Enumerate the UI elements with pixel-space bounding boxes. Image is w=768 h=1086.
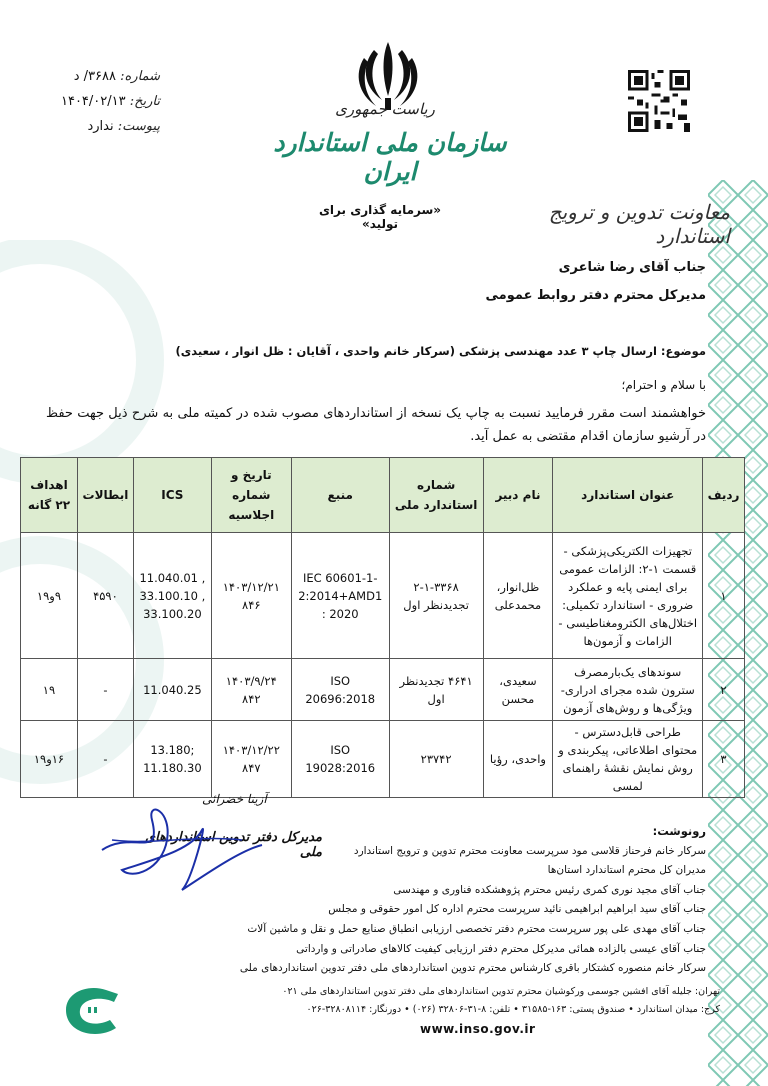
standards-table — [20, 457, 745, 798]
cell-cancellations: ۴۵۹۰ — [77, 533, 133, 659]
cc-line: سرکار خانم فرحناز قلاسی مود سرپرست معاونت محترم تدوین و ترویج استاندارد — [353, 844, 706, 857]
date-label: تاریخ: — [129, 94, 160, 109]
letter-date — [40, 89, 160, 114]
header-cancellations: ابطالات — [77, 458, 133, 533]
cell-session: ۱۴۰۳/۹/۲۴ ۸۴۲ — [211, 659, 291, 721]
cc-line: جناب آقای مجید نوری کمری رئیس محترم پژوهشکده فناوری و مهندسی — [393, 883, 706, 896]
cell-row-number: ۱ — [703, 533, 745, 659]
recipient-name: جناب آقای رضا شاعری — [558, 260, 706, 275]
header-national-number: شماره استاندارد ملی — [389, 458, 483, 533]
qr-code-icon[interactable] — [628, 70, 690, 132]
cell-session: ۱۴۰۳/۱۲/۲۱ ۸۴۶ — [211, 533, 291, 659]
cell-session: ۱۴۰۳/۱۲/۲۲ ۸۴۷ — [211, 721, 291, 798]
organization-name: سازمان ملی استاندارد ایران — [273, 128, 507, 186]
table-row — [21, 533, 745, 659]
cell-ics: 11.040.25 — [133, 659, 211, 721]
signatory-title: مدیرکل دفتر تدوین استانداردهای ملی — [144, 830, 322, 860]
letter-attachment — [40, 114, 160, 139]
recipient-title: مدیرکل محترم دفتر روابط عمومی — [485, 288, 706, 303]
header-secretary: نام دبیر — [483, 458, 553, 533]
website-link[interactable]: www.inso.gov.ir — [420, 1022, 536, 1036]
cell-cancellations: - — [77, 721, 133, 798]
cell-source: ISO 19028:2016 — [291, 721, 389, 798]
cell-ics: 11.040.01 , 33.100.10 , 33.100.20 — [133, 533, 211, 659]
header-title: عنوان استاندارد — [553, 458, 703, 533]
greeting: با سلام و احترام؛ — [621, 378, 706, 392]
letter-body: خواهشمند است مقرر فرمایید نسبت به چاپ یک نسخه از استانداردهای مصوب شده در کمیته ملی به شرح ذیل جهت حفظ در آرشیو سازمان اقدام مقتضی به عمل آید. — [46, 406, 706, 444]
cc-line: جناب آقای مهدی علی پور سرپرست محترم دفتر تخصصی ارزیابی انطباق صنایع حمل و نقل و ماشین آلات — [247, 922, 706, 935]
president-office-label: ریاست جمهوری — [335, 100, 435, 118]
address-karaj: کرج: میدان استاندارد • صندوق پستی: ۱۶۳-۳۱۵۸۵ • تلفن: ۸-۳۱-۳۲۸۰۶ (۰۲۶) • دورنگار: ۳۲۸۰۸۱۱۴-۰۲۶ — [306, 1004, 720, 1015]
cell-title: تجهیزات الکتریکی‌پزشکی - قسمت ۱-۲: الزامات عمومی برای ایمنی پایه و عملکرد ضروری - استاندارد تکمیلی: اختلال‌های الکترومغناطیسی - الزامات و آزمون‌ها — [553, 533, 703, 659]
cell-national-number: ۴۶۴۱ تجدیدنظر اول — [389, 659, 483, 721]
date-value: ۱۴۰۴/۰۲/۱۳ — [60, 94, 126, 109]
cell-row-number: ۳ — [703, 721, 745, 798]
table-header-row — [21, 458, 745, 533]
attachment-value: ندارد — [87, 119, 114, 134]
attachment-label: پیوست: — [117, 119, 160, 134]
cell-national-number: ۲-۱-۳۳۶۸ تجدیدنظر اول — [389, 533, 483, 659]
slogan: «سرمایه گذاری برای تولید» — [318, 203, 442, 231]
letter-number — [40, 64, 160, 89]
cc-line: سرکار خانم منصوره کشتکار باقری کارشناس محترم تدوین استانداردهای ملی دفتر تدوین استانداردهای ملی — [239, 962, 706, 975]
table-row — [21, 721, 745, 798]
cell-secretary: ظل‌انوار، محمدعلی — [483, 533, 553, 659]
inso-logo-icon — [58, 980, 126, 1038]
number-value: ۳۶۸۸/ د — [73, 69, 117, 84]
cell-national-number: ۲۳۷۴۲ — [389, 721, 483, 798]
header-session: تاریخ و شماره اجلاسیه — [211, 458, 291, 533]
cell-goals: ۹و۱۹ — [21, 533, 78, 659]
cell-source: IEC 60601-1-2:2014+AMD1 : 2020 — [291, 533, 389, 659]
signatory-name: آزیتا خضرائی — [202, 792, 267, 806]
cell-cancellations: - — [77, 659, 133, 721]
cell-title: طراحی قابل‌دسترس - محتوای اطلاعاتی، پیکربندی و روش نمایش نقشهٔ راهنمای لمسی — [553, 721, 703, 798]
cell-secretary: واحدی، رؤیا — [483, 721, 553, 798]
cell-ics: 13.180; 11.180.30 — [133, 721, 211, 798]
number-label: شماره: — [120, 69, 160, 84]
header-ics: ICS — [133, 458, 211, 533]
table-row — [21, 659, 745, 721]
cell-secretary: سعیدی، محسن — [483, 659, 553, 721]
letter-meta — [40, 64, 160, 139]
cc-list — [146, 822, 706, 979]
cell-goals: ۱۶و۱۹ — [21, 721, 78, 798]
cc-line: مدیران کل محترم استاندارد استان‌ها — [547, 864, 706, 877]
cc-title: رونوشت: — [652, 824, 706, 838]
footer-address — [250, 983, 720, 1019]
cell-goals: ۱۹ — [21, 659, 78, 721]
header-source: منبع — [291, 458, 389, 533]
address-tehran: تهران: جلیله آقای افشین جوسمی ورکوشیان محترم تدوین استانداردهای ملی دفتر تدوین استانداردهای ملی ۰۲۱ — [282, 986, 720, 997]
header-row-number: ردیف — [703, 458, 745, 533]
deputy-office-title: معاونت تدوین و ترویج استاندارد — [548, 200, 730, 248]
cell-row-number: ۲ — [703, 659, 745, 721]
header-goals: اهداف ۲۲ گانه — [21, 458, 78, 533]
letter-subject: موضوع: ارسال چاپ ۳ عدد مهندسی پزشکی (سرکار خانم واحدی ، آقایان : ظل انوار ، سعیدی) — [175, 344, 706, 358]
cell-source: ISO 20696:2018 — [291, 659, 389, 721]
cell-title: سوندهای یک‌بارمصرف سترون شده مجرای ادراری- ویژگی‌ها و روش‌های آزمون — [553, 659, 703, 721]
cc-line: جناب آقای عیسی بالزاده همائی مدیرکل محترم دفتر ارزیابی کیفیت کالاهای صادراتی و وارداتی — [296, 942, 706, 955]
cc-line: جناب آقای سید ابراهیم ابراهیمی نائید سرپرست محترم اداره کل امور حقوقی و مجلس — [328, 903, 706, 916]
